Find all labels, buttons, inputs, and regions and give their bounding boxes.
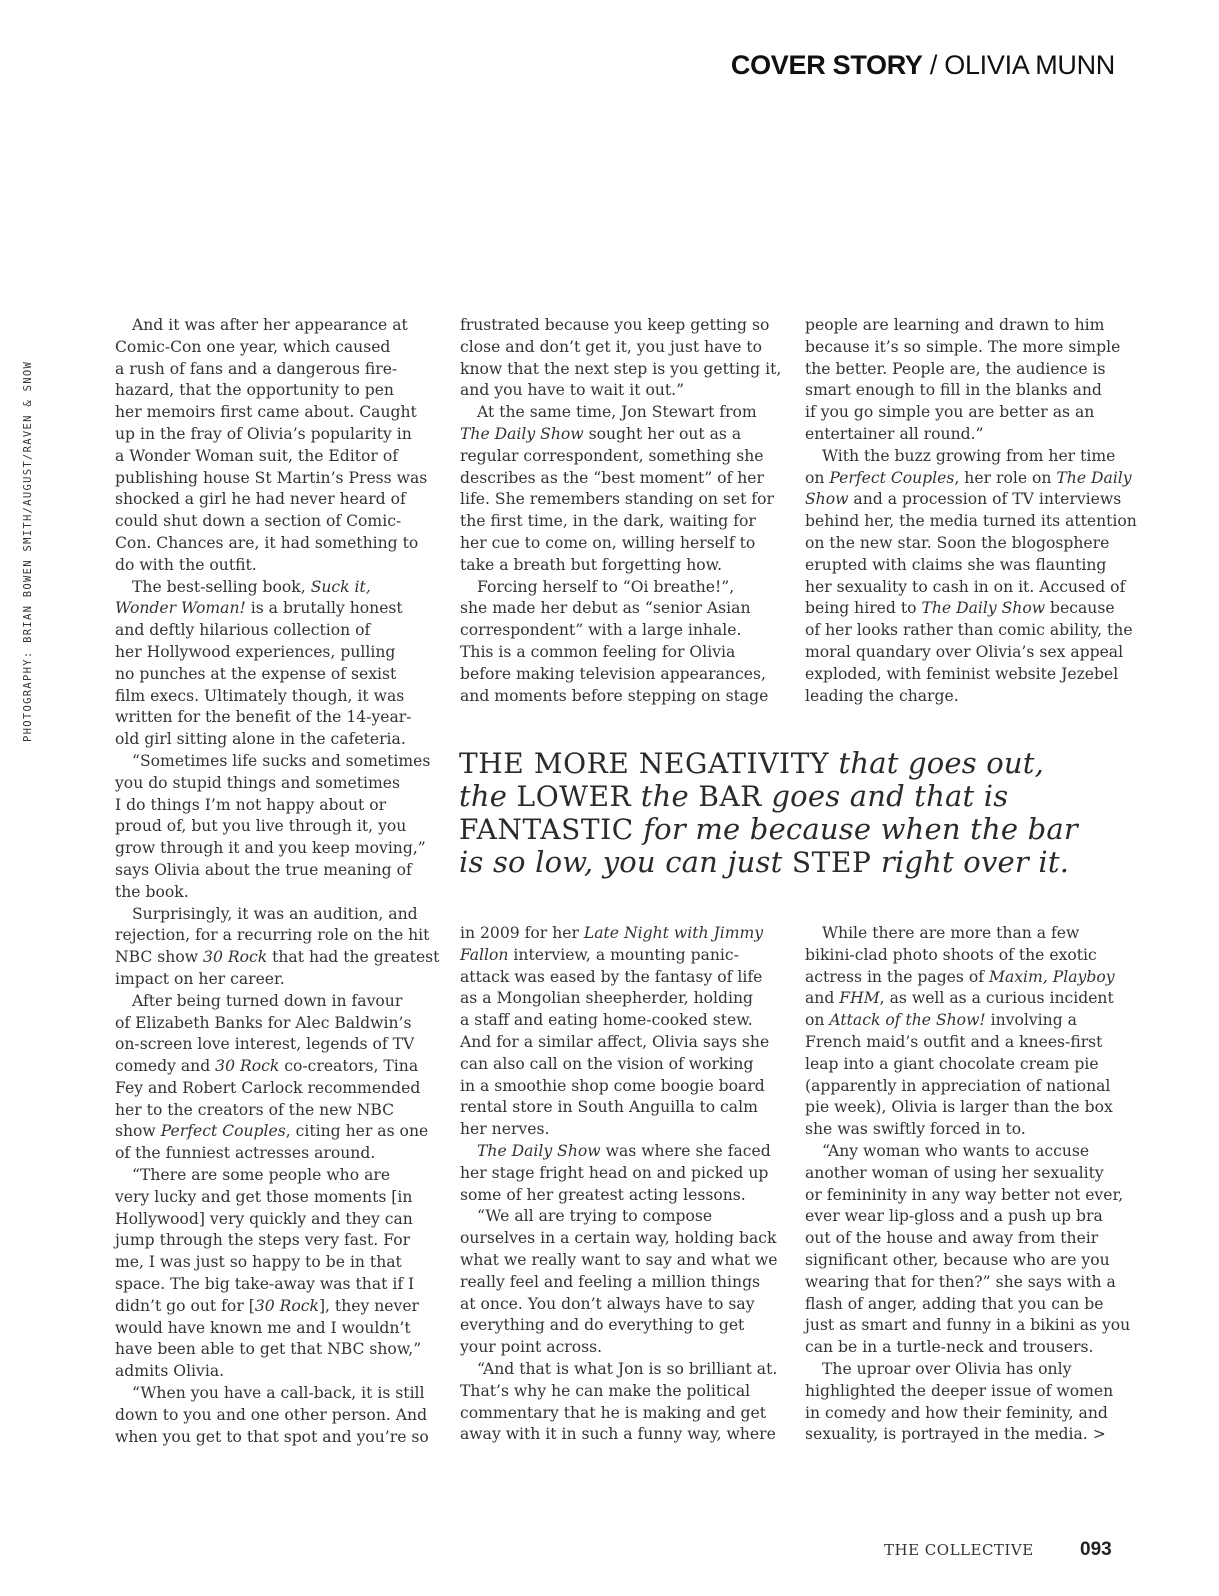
pull-quote-text: THE MORE NEGATIVITY: [459, 747, 830, 780]
pull-quote: [459, 747, 1099, 879]
pull-quote-text: FANTASTIC: [459, 813, 634, 846]
pull-quote-text: that goes out,: [829, 746, 1045, 780]
article-column-1: And it was after her appearance at Comic-Con one year, which caused a rush of fans and a dangerous fire- hazard, that the opportunity to pen her memoirs first came about. Caught up in the fray of Olivia’s popularity in a Wonder Woman suit, the Editor of publishing house St Martin’s Press was shocked a girl he had never heard of could shut down a section of Comic- Con. Chances are, it had something to do with the outfit. The best-selling book, Suck it, Wonder Woman! is a brutally honest and deftly hilarious collection of her Hollywood experiences, pulling no punches at the expense of sexist film execs. Ultimately though, it was written for the benefit of the 14-year- old girl sitting alone in the cafeteria. “Sometimes life sucks and sometimes you do stupid things and sometimes I do things I’m not happy about or proud of, but you live through it, you grow through it and you keep moving,” says Olivia about the true meaning of the book. Surprisingly, it was an audition, and rejection, for a recurring role on the hit NBC show 30 Rock that had the greatest impact on her career. After being turned down in favour of Elizabeth Banks for Alec Baldwin’s on-screen love interest, legends of TV comedy and 30 Rock co-creators, Tina Fey and Robert Carlock recommended her to the creators of the new NBC show Perfect Couples, citing her as one of the funniest actresses around. “There are some people who are very lucky and get those moments [in Hollywood] very quickly and they can jump through the steps very fast. For me, I was just so happy to be in that space. The big take-away was that if I didn’t go out for [30 Rock], they never would have known me and I wouldn’t have been able to get that NBC show,” admits Olivia. “When you have a call-back, it is still down to you and one other person. And when you get to that spot and you’re so: [115, 316, 440, 1446]
pull-quote-text: for me because when the bar: [633, 812, 1078, 846]
pull-quote-text: is so low, you can just: [459, 845, 792, 879]
photo-credit: PHOTOGRAPHY: BRIAN BOWEN SMITH/AUGUST/RAVEN & SNOW: [22, 360, 34, 742]
story-subject: OLIVIA MUNN: [944, 50, 1115, 80]
pull-quote-text: BAR: [698, 780, 762, 813]
article-column-3-top: people are learning and drawn to him because it’s so simple. The more simple the better. People are, the audience is smart enough to fill in the blanks and if you go simple you are better as an entertainer all round.” With the buzz growing from her time on Perfect Couples, her role on The Daily Show and a procession of TV interviews behind her, the media turned its attention on the new star. Soon the blogosphere erupted with claims she was flaunting her sexuality to cash in on it. Accused of being hired to The Daily Show because of her looks rather than comic ability, the moral quandary over Olivia’s sex appeal exploded, with feminist website Jezebel leading the charge.: [805, 316, 1137, 705]
pull-quote-text: right over it.: [871, 845, 1070, 879]
pull-quote-text: the: [631, 779, 699, 813]
section-label: COVER STORY: [730, 50, 923, 80]
pull-quote-text: the: [459, 779, 517, 813]
header-separator: /: [922, 50, 945, 80]
pull-quote-text: goes and that is: [762, 779, 1009, 813]
pull-quote-text: STEP: [791, 846, 872, 879]
article-column-3-bottom: While there are more than a few bikini-clad photo shoots of the exotic actress in the pages of Maxim, Playboy and FHM, as well as a curious incident on Attack of the Show! involving a French maid’s outfit and a knees-first leap into a giant chocolate cream pie (apparently in appreciation of national pie week), Olivia is larger than the box she was swiftly forced in to. “Any woman who wants to accuse another woman of using her sexuality or femininity in any way better not ever, ever wear lip-gloss and a push up bra out of the house and away from their significant other, because who are you wearing that for then?” she says with a flash of anger, adding that you can be just as smart and funny in a bikini as you can be in a turtle-neck and trousers. The uproar over Olivia has only highlighted the deeper issue of women in comedy and how their feminity, and sexuality, is portrayed in the media. >: [805, 924, 1131, 1444]
section-header: [731, 50, 1115, 81]
magazine-name: THE COLLECTIVE: [884, 1541, 1034, 1559]
article-column-2-top: frustrated because you keep getting so close and don’t get it, you just have to know that the next step is you getting it, and you have to wait it out.” At the same time, Jon Stewart from The Daily Show sought her out as a regular correspondent, something she describes as the “best moment” of her life. She remembers standing on set for the first time, in the dark, waiting for her cue to come on, willing herself to take a breath but forgetting how. Forcing herself to “Oi breathe!”, she made her debut as “senior Asian correspondent” with a large inhale. This is a common feeling for Olivia before making television appearances, and moments before stepping on stage: [460, 316, 782, 705]
page-number: 093: [1080, 1539, 1112, 1560]
pull-quote-text: LOWER: [516, 780, 632, 813]
article-column-2-bottom: in 2009 for her Late Night with Jimmy Fallon interview, a mounting panic- attack was eased by the fantasy of life as a Mongolian sheepherder, holding a staff and eating home-cooked stew. And for a similar affect, Olivia says she can also call on the vision of working in a smoothie shop come boogie board rental store in South Anguilla to calm her nerves. The Daily Show was where she faced her stage fright head on and picked up some of her greatest acting lessons. “We all are trying to compose ourselves in a certain way, holding back what we really want to say and what we really feel and feeling a million things at once. You don’t always have to say everything and do everything to get your point across. “And that is what Jon is so brilliant at. That’s why he can make the political commentary that he is making and get away with it in such a funny way, where: [460, 924, 778, 1444]
